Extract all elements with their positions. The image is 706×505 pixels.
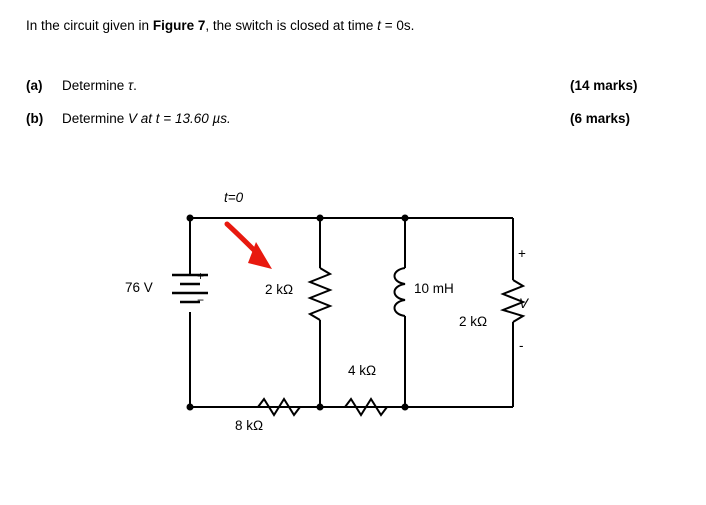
r2k-left-zigzag — [310, 268, 330, 320]
v-minus-sign: - — [519, 338, 524, 353]
node-top-r2k — [317, 215, 324, 222]
intro-middle: , the switch is closed at time — [205, 18, 378, 33]
circuit-diagram — [0, 150, 706, 480]
v-plus-sign: + — [518, 246, 526, 261]
question-b-text-before: Determine — [62, 111, 129, 126]
question-b-text — [62, 111, 231, 126]
intro-after: = 0s. — [380, 18, 415, 33]
r4k-label: 4 kΩ — [348, 363, 377, 378]
question-a-marks: (14 marks) — [570, 78, 638, 93]
question-b-label: (b) — [26, 111, 44, 126]
switch-label: t=0 — [224, 190, 244, 205]
r8k-label: 8 kΩ — [235, 418, 264, 433]
question-b-marks: (6 marks) — [570, 111, 631, 126]
v-label: V — [519, 296, 529, 311]
question-a-symbol: τ — [128, 78, 134, 93]
intro-text — [26, 18, 414, 33]
node-bottom-right — [402, 404, 409, 411]
question-a-text-before: Determine — [62, 78, 129, 93]
r2k-right-label: 2 kΩ — [459, 314, 488, 329]
source-minus-sign: − — [197, 293, 205, 307]
circuit-figure — [0, 150, 706, 480]
question-a-label: (a) — [26, 78, 43, 93]
source-plus-sign: + — [197, 269, 205, 283]
r2k-left-label: 2 kΩ — [265, 282, 294, 297]
node-top-left — [187, 215, 194, 222]
question-a-text — [62, 78, 137, 93]
intro-before: In the circuit given in — [26, 18, 153, 33]
node-bottom-middle — [317, 404, 324, 411]
figure-reference: Figure 7 — [152, 18, 206, 33]
intro-t-variable: t — [377, 18, 381, 33]
node-top-inductor — [402, 215, 409, 222]
question-a-text-after: . — [133, 78, 137, 93]
inductor-coil — [395, 268, 406, 316]
node-bottom-left — [187, 404, 194, 411]
inductor-label: 10 mH — [414, 281, 454, 296]
question-b-text-after: at t = 13.60 µs. — [137, 111, 231, 126]
question-b-symbol: V — [128, 111, 138, 126]
source-label: 76 V — [125, 280, 153, 295]
